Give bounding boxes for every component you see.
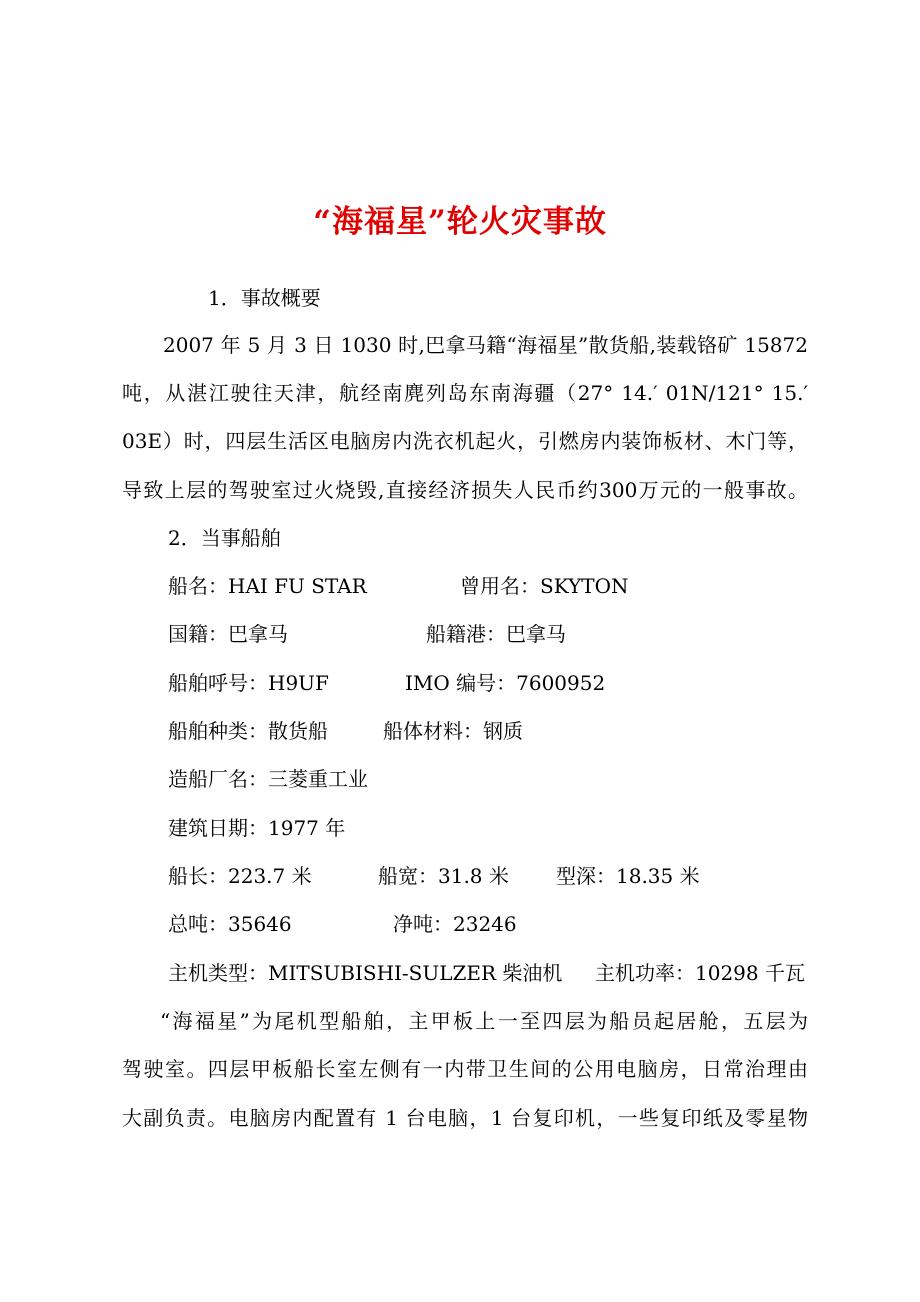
ship-imo: IMO 编号：7600952 (405, 671, 606, 695)
document-title: “海福星”轮火灾事故 (313, 204, 607, 240)
ship-builder: 造船厂名：三菱重工业 (168, 767, 368, 791)
ship-flag: 国籍：巴拿马 (168, 622, 288, 646)
ship-row-flag (0, 620, 920, 648)
ship-row-engine (0, 959, 920, 987)
ship-row-type (0, 717, 920, 745)
paragraph-1-line-4: 导致上层的驾驶室过火烧毁,直接经济损失人民币约300万元的一般事故。 (122, 478, 808, 502)
ship-row-tonnage (0, 910, 920, 938)
ship-row-dimensions (0, 862, 920, 890)
ship-hull-material: 船体材料：钢质 (383, 719, 523, 743)
section-heading-ship: 2．当事船舶 (168, 526, 281, 550)
ship-type: 船舶种类：散货船 (168, 719, 328, 743)
ship-port: 船籍港：巴拿马 (426, 622, 566, 646)
ship-engine-type: 主机类型：MITSUBISHI-SULZER 柴油机 (168, 961, 563, 985)
ship-gross-tonnage: 总吨：35646 (168, 912, 292, 936)
paragraph-2-line-2: 驾驶室。四层甲板船长室左侧有一内带卫生间的公用电脑房，日常治理由 (122, 1057, 808, 1081)
ship-depth: 型深：18.35 米 (556, 864, 700, 888)
paragraph-2-line-1: “海福星”为尾机型船舶，主甲板上一至四层为船员起居舱，五层为 (160, 1009, 808, 1033)
ship-former-name: 曾用名：SKYTON (460, 574, 629, 598)
paragraph-2-line-3: 大副负责。电脑房内配置有 1 台电脑，1 台复印机，一些复印纸及零星物 (122, 1106, 808, 1130)
paragraph-1-line-2: 吨，从湛江驶往天津，航经南麂列岛东南海疆（27° 14.′ 01N/121° 15.′ (122, 381, 808, 405)
paragraph-1-line-1: 2007 年 5 月 3 日 1030 时,巴拿马籍“海福星”散货船,装载铬矿 15872 (163, 333, 808, 357)
paragraph-1-line-3: 03E）时，四层生活区电脑房内洗衣机起火，引燃房内装饰板材、木门等， (122, 429, 808, 453)
ship-engine-power: 主机功率：10298 千瓦 (595, 961, 805, 985)
section-heading-accident-overview: 1．事故概要 (208, 286, 321, 310)
ship-name: 船名：HAI FU STAR (168, 574, 367, 598)
ship-build-date: 建筑日期：1977 年 (168, 816, 346, 840)
ship-call-sign: 船舶呼号：H9UF (168, 671, 329, 695)
ship-row-callsign (0, 669, 920, 697)
ship-breadth: 船宽：31.8 米 (378, 864, 509, 888)
ship-row-name (0, 572, 920, 600)
ship-length: 船长：223.7 米 (168, 864, 312, 888)
ship-net-tonnage: 净吨：23246 (393, 912, 517, 936)
